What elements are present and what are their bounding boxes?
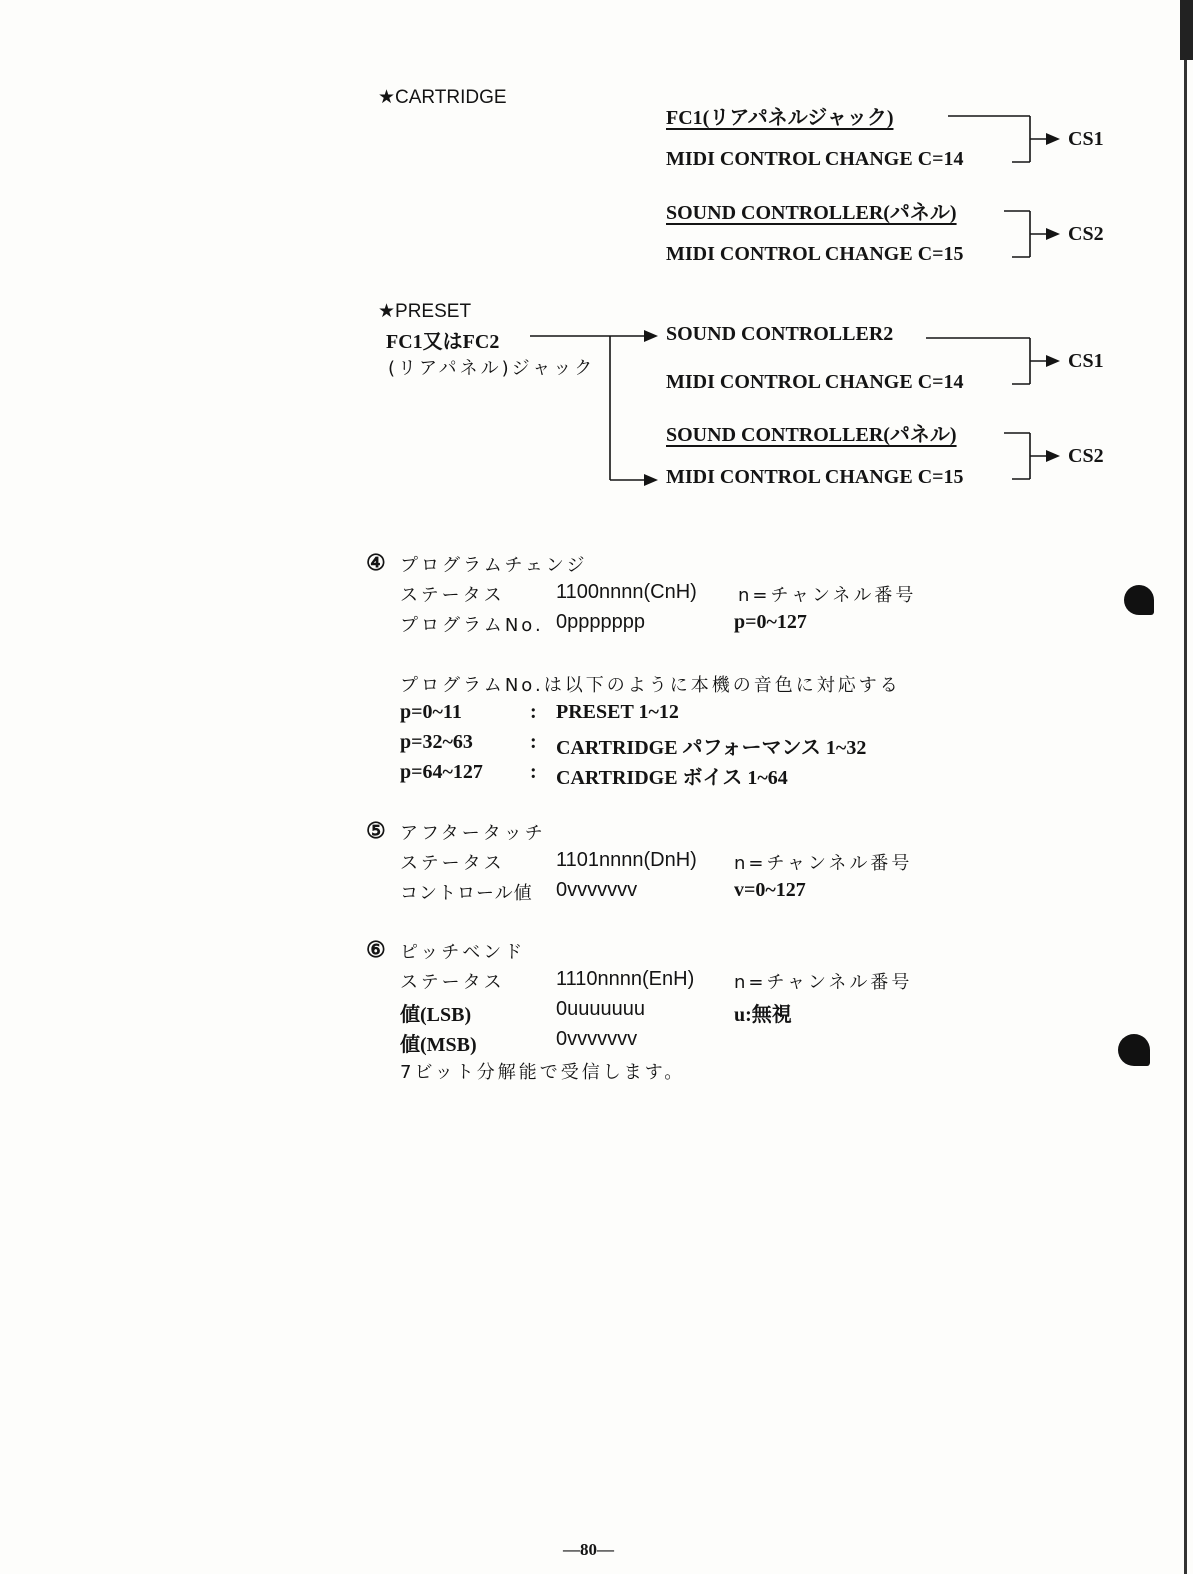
row-note: p=0~127 xyxy=(734,611,807,633)
map-colon: : xyxy=(530,761,537,783)
map-colon: : xyxy=(530,731,537,753)
row-label: コントロール値 xyxy=(400,883,533,904)
arrow-icon xyxy=(1046,133,1060,145)
map-range: p=64~127 xyxy=(400,761,483,783)
map-range: p=0~11 xyxy=(400,701,462,723)
map-target: CARTRIDGE ボイス 1~64 xyxy=(556,767,788,789)
program-change-title: プログラムチェンジ xyxy=(400,555,588,576)
preset-output-cs1: CS1 xyxy=(1068,350,1104,372)
row-label: 値(LSB) xyxy=(400,1004,472,1026)
arrow-icon xyxy=(644,474,658,486)
preset-line-cc15: MIDI CONTROL CHANGE C=15 xyxy=(666,466,964,488)
preset-source-line2: (リアパネル)ジャック xyxy=(388,358,596,379)
preset-line-sound-controller2: SOUND CONTROLLER2 xyxy=(666,323,894,345)
cartridge-line-sound-controller: SOUND CONTROLLER(パネル) xyxy=(666,202,957,224)
row-label: プログラムNo. xyxy=(400,615,544,636)
map-range: p=32~63 xyxy=(400,731,473,753)
scan-edge-mark xyxy=(1180,0,1193,60)
row-value: 0vvvvvvv xyxy=(556,1028,638,1050)
page-number: —80— xyxy=(563,1540,614,1559)
cartridge-line-cc15: MIDI CONTROL CHANGE C=15 xyxy=(666,243,964,265)
row-note: n=チャンネル番号 xyxy=(734,853,913,874)
row-label: ステータス xyxy=(400,585,505,606)
cartridge-output-cs1: CS1 xyxy=(1068,128,1104,150)
preset-source-line1: FC1又はFC2 xyxy=(386,331,500,353)
scan-edge-line xyxy=(1184,60,1187,1574)
row-value: 1100nnnn(CnH) xyxy=(556,581,697,603)
row-value: 0uuuuuuu xyxy=(556,998,645,1020)
program-change-marker: ④ xyxy=(366,550,386,575)
row-label: ステータス xyxy=(400,972,505,993)
preset-heading: ★PRESET xyxy=(378,301,472,322)
after-touch-title: アフタータッチ xyxy=(400,823,546,844)
cartridge-output-cs2: CS2 xyxy=(1068,223,1104,245)
cartridge-heading: ★CARTRIDGE xyxy=(378,87,507,108)
row-note: u:無視 xyxy=(734,1004,792,1026)
preset-line-cc14: MIDI CONTROL CHANGE C=14 xyxy=(666,371,964,393)
binding-hole-mark xyxy=(1124,585,1154,615)
arrow-icon xyxy=(1046,355,1060,367)
arrow-icon xyxy=(1046,450,1060,462)
after-touch-marker: ⑤ xyxy=(366,818,386,843)
preset-output-cs2: CS2 xyxy=(1068,445,1104,467)
map-target: PRESET 1~12 xyxy=(556,701,679,723)
cartridge-line-cc14: MIDI CONTROL CHANGE C=14 xyxy=(666,148,964,170)
row-value: 1101nnnn(DnH) xyxy=(556,849,697,871)
row-value: 0ppppppp xyxy=(556,611,645,633)
row-note: v=0~127 xyxy=(734,879,806,901)
arrow-icon xyxy=(644,330,658,342)
row-value: 0vvvvvvv xyxy=(556,879,638,901)
pitch-bend-note: 7ビット分解能で受信します。 xyxy=(400,1062,686,1083)
cartridge-line-fc1: FC1(リアパネルジャック) xyxy=(666,107,894,129)
row-value: 1110nnnn(EnH) xyxy=(556,968,695,990)
binding-hole-mark xyxy=(1118,1034,1150,1066)
arrow-icon xyxy=(1046,228,1060,240)
row-label: 値(MSB) xyxy=(400,1034,477,1056)
program-change-note: プログラムNo.は以下のように本機の音色に対応する xyxy=(400,675,901,696)
map-colon: : xyxy=(530,701,537,723)
row-label: ステータス xyxy=(400,853,505,874)
preset-line-sound-controller: SOUND CONTROLLER(パネル) xyxy=(666,424,957,446)
row-note: n=チャンネル番号 xyxy=(738,585,917,606)
pitch-bend-title: ピッチベンド xyxy=(400,942,526,963)
map-target: CARTRIDGE パフォーマンス 1~32 xyxy=(556,737,867,759)
row-note: n=チャンネル番号 xyxy=(734,972,913,993)
pitch-bend-marker: ⑥ xyxy=(366,937,386,962)
